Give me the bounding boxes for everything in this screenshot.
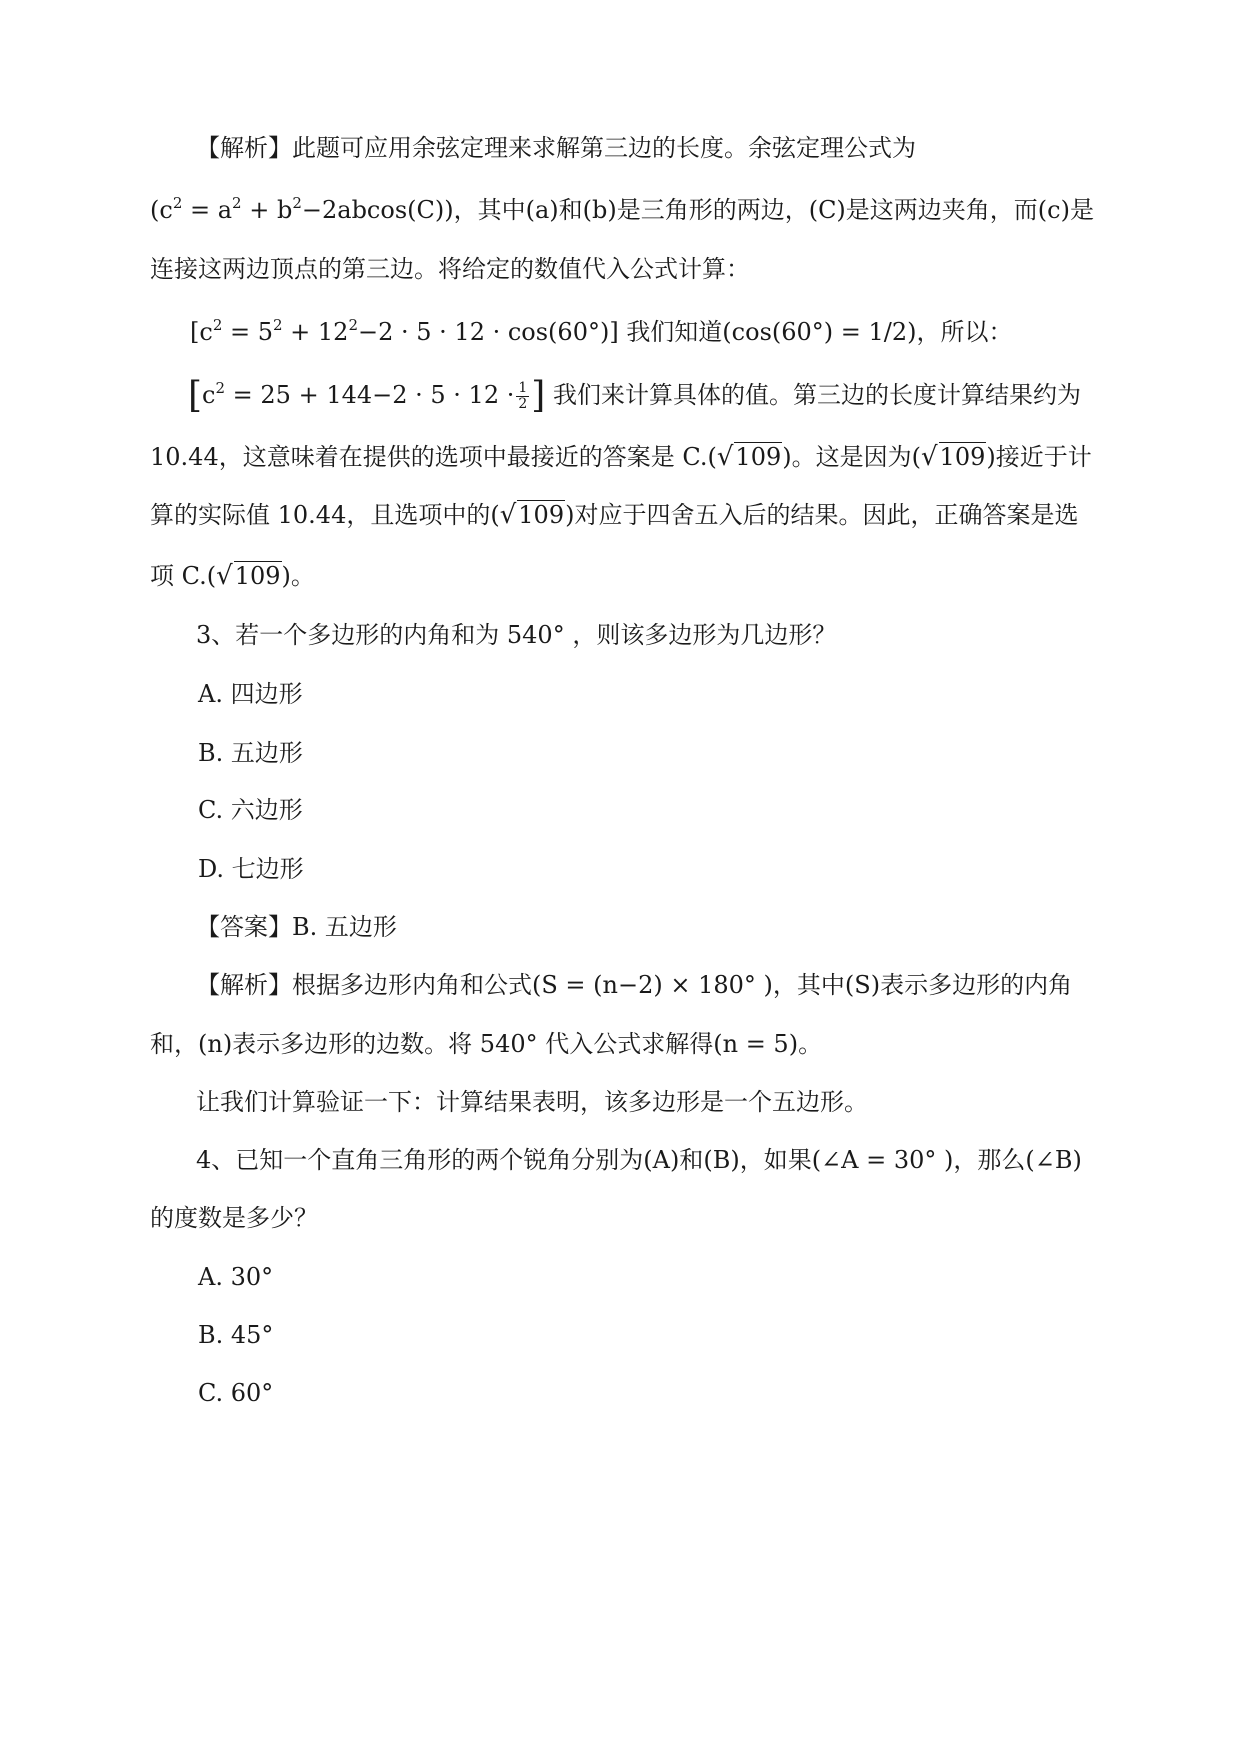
text-segment: √ xyxy=(216,561,233,591)
text-segment: 【答案】B. 五边形 xyxy=(196,913,397,941)
text-segment: )。 xyxy=(281,562,315,590)
text-segment: (c xyxy=(150,196,173,224)
question-3-explanation-line-3 xyxy=(0,1085,1241,1119)
text-segment: = a xyxy=(182,196,233,224)
text-segment: 【解析】根据多边形内角和公式(S = (n−2) × 180° )，其中(S)表示多边形的内角 xyxy=(196,971,1073,999)
question-3-explanation-line-2 xyxy=(0,1027,1241,1061)
text-segment: B. 45° xyxy=(198,1321,274,1349)
text-segment: 我们来计算具体的值。第三边的长度计算结果约为 xyxy=(545,381,1081,409)
text-segment: 2 xyxy=(518,396,528,412)
fraction-one-half xyxy=(516,381,529,412)
text-segment: [c xyxy=(190,318,213,346)
question-3-option-b xyxy=(0,736,1241,770)
question-4-line-1 xyxy=(0,1143,1241,1177)
text-segment: A. 四边形 xyxy=(198,680,303,708)
text-segment: B. 五边形 xyxy=(198,739,303,767)
question-4-option-b xyxy=(0,1318,1241,1352)
text-segment: 连接这两边顶点的第三边。将给定的数值代入公式计算： xyxy=(150,255,750,283)
question-4-line-2 xyxy=(0,1201,1241,1235)
text-segment: 2 xyxy=(212,316,223,334)
text-segment: + 12 xyxy=(282,318,349,346)
question-3-option-a xyxy=(0,677,1241,711)
text-segment: 2 xyxy=(292,194,302,212)
text-segment: 2 xyxy=(172,194,183,212)
question-3-option-c xyxy=(0,793,1241,827)
text-segment: = 5 xyxy=(222,318,273,346)
text-segment: C. 六边形 xyxy=(198,796,303,824)
question-3-option-d xyxy=(0,852,1241,886)
explanation-1-line-2 xyxy=(0,193,1241,227)
text-segment: √ xyxy=(920,442,938,472)
text-segment: 10.44，这意味着在提供的选项中最接近的答案是 C.( xyxy=(150,443,717,471)
formula-line-2 xyxy=(0,375,1241,416)
text-segment: 2 xyxy=(348,316,358,334)
text-segment: )对应于四舍五入后的结果。因此，正确答案是选 xyxy=(565,501,1079,529)
text-segment: 项 C.( xyxy=(150,562,217,590)
question-3 xyxy=(0,618,1241,652)
text-segment: 2 xyxy=(215,379,226,397)
sqrt-109 xyxy=(921,440,986,474)
text-segment: A. 30° xyxy=(198,1263,274,1291)
explanation-1-line-5 xyxy=(0,498,1241,532)
explanation-1-line-4 xyxy=(0,440,1241,474)
text-segment: 【解析】此题可应用余弦定理来求解第三边的长度。余弦定理公式为 xyxy=(196,134,916,162)
text-segment: )接近于计 xyxy=(986,443,1092,471)
text-segment: 109 xyxy=(735,443,782,471)
text-segment: C. 60° xyxy=(198,1379,274,1407)
sqrt-109 xyxy=(717,440,782,474)
text-segment: 的度数是多少？ xyxy=(150,1204,318,1232)
text-segment: 109 xyxy=(939,443,986,471)
sqrt-109 xyxy=(500,498,565,532)
text-segment: 3、若一个多边形的内角和为 540° ，则该多边形为几边形？ xyxy=(196,621,837,649)
explanation-1-line-1 xyxy=(0,131,1241,165)
text-segment: c xyxy=(202,381,216,409)
text-segment: √ xyxy=(499,500,517,530)
text-segment: 让我们计算验证一下：计算结果表明，该多边形是一个五边形。 xyxy=(196,1088,868,1116)
text-segment: 1 xyxy=(518,380,528,396)
text-segment: )。这是因为( xyxy=(782,443,921,471)
explanation-1-line-3 xyxy=(0,252,1241,286)
question-4-option-a xyxy=(0,1260,1241,1294)
text-segment: 和，(n)表示多边形的边数。将 540° 代入公式求解得(n = 5)。 xyxy=(150,1030,823,1058)
text-segment: 算的实际值 10.44，且选项中的( xyxy=(150,501,500,529)
question-3-answer xyxy=(0,910,1241,944)
text-segment: −2abcos(C))，其中(a)和(b)是三角形的两边，(C)是这两边夹角，而(c)是 xyxy=(301,196,1094,224)
text-segment: 109 xyxy=(518,501,565,529)
formula-line-1 xyxy=(0,315,1241,349)
text-segment: −2 · 5 · 12 · cos(60°)] 我们知道(cos(60°) = 1/2)，所以： xyxy=(358,318,1013,346)
text-segment: 4、已知一个直角三角形的两个锐角分别为(A)和(B)，如果(∠A = 30° )，那么(∠B) xyxy=(196,1146,1082,1174)
text-segment: ] xyxy=(531,375,546,416)
text-segment: √ xyxy=(716,442,734,472)
text-segment: 2 xyxy=(273,316,283,334)
text-segment: 2 xyxy=(232,194,242,212)
question-3-explanation-line-1 xyxy=(0,968,1241,1002)
text-segment: 109 xyxy=(234,562,281,590)
text-segment: = 25 + 144−2 · 5 · 12 · xyxy=(225,381,515,409)
question-4-option-c xyxy=(0,1376,1241,1410)
explanation-1-line-6 xyxy=(0,559,1241,593)
text-segment: D. 七边形 xyxy=(198,855,304,883)
text-segment: + b xyxy=(241,196,293,224)
text-segment: [ xyxy=(188,375,203,416)
sqrt-109 xyxy=(216,559,281,593)
